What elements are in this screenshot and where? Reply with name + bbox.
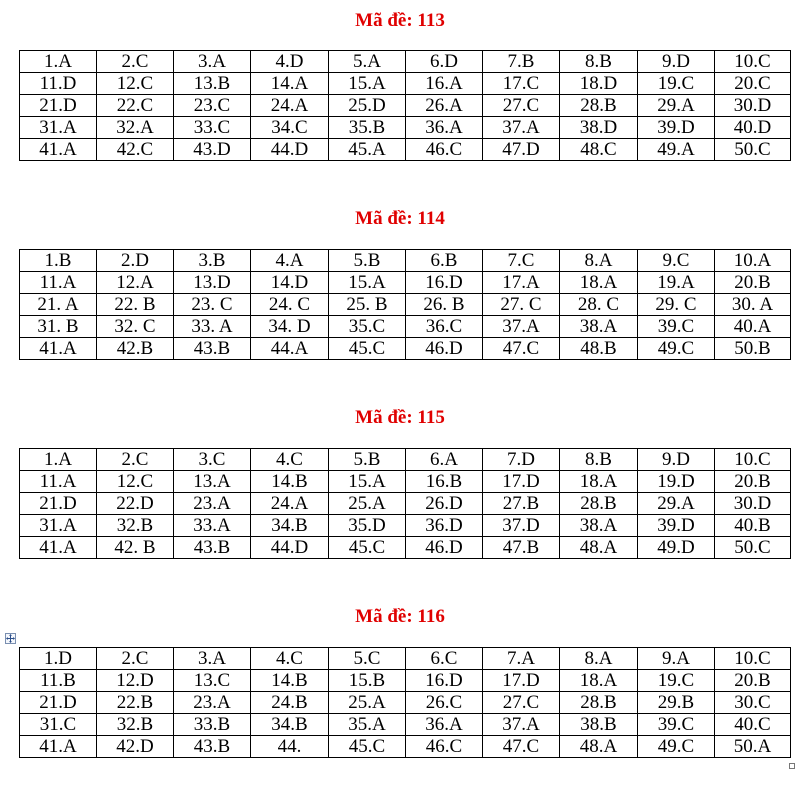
answer-cell: 20.B <box>715 471 791 493</box>
answer-cell: 3.B <box>174 250 251 272</box>
answer-cell: 43.B <box>174 537 251 559</box>
table-row <box>20 250 791 272</box>
answer-cell: 38.A <box>560 316 638 338</box>
table-row <box>20 316 791 338</box>
answer-cell: 35.D <box>329 515 406 537</box>
answer-cell: 14.B <box>251 670 329 692</box>
answer-cell: 2.C <box>97 51 174 73</box>
answer-cell: 18.A <box>560 471 638 493</box>
answer-cell: 20.B <box>715 272 791 294</box>
answer-cell: 40.C <box>715 714 791 736</box>
answer-cell: 22.B <box>97 692 174 714</box>
move-arrows-icon[interactable] <box>5 633 16 644</box>
answer-cell: 2.C <box>97 648 174 670</box>
answer-cell: 13.A <box>174 471 251 493</box>
answer-cell: 29.B <box>638 692 715 714</box>
answer-cell: 11.A <box>20 272 97 294</box>
answer-cell: 18.A <box>560 272 638 294</box>
answer-cell: 33.A <box>174 515 251 537</box>
answer-cell: 47.C <box>483 338 560 360</box>
answer-cell: 41.A <box>20 736 97 758</box>
answer-cell: 44.D <box>251 537 329 559</box>
table-row <box>20 670 791 692</box>
answer-cell: 28.B <box>560 692 638 714</box>
answer-cell: 26.A <box>406 95 483 117</box>
answer-cell: 16.B <box>406 471 483 493</box>
answer-cell: 47.C <box>483 736 560 758</box>
answer-cell: 8.A <box>560 250 638 272</box>
answer-cell: 8.B <box>560 51 638 73</box>
answer-cell: 46.C <box>406 139 483 161</box>
answer-cell: 15.B <box>329 670 406 692</box>
answer-cell: 13.C <box>174 670 251 692</box>
answer-cell: 45.C <box>329 537 406 559</box>
answer-cell: 1.D <box>20 648 97 670</box>
answer-cell: 3.C <box>174 449 251 471</box>
answer-cell: 42. B <box>97 537 174 559</box>
answer-cell: 21. A <box>20 294 97 316</box>
answer-cell: 42.C <box>97 139 174 161</box>
answer-cell: 50.C <box>715 537 791 559</box>
answer-cell: 27.B <box>483 493 560 515</box>
answer-cell: 8.A <box>560 648 638 670</box>
answer-cell: 32.B <box>97 714 174 736</box>
answer-cell: 19.C <box>638 670 715 692</box>
answer-cell: 2.D <box>97 250 174 272</box>
section-title-114: Mã đề: 114 <box>355 208 445 229</box>
answer-cell: 34.C <box>251 117 329 139</box>
answer-cell: 23.A <box>174 493 251 515</box>
answer-cell: 31. B <box>20 316 97 338</box>
answer-cell: 6.A <box>406 449 483 471</box>
answer-cell: 6.D <box>406 51 483 73</box>
answer-cell: 29.A <box>638 493 715 515</box>
answer-cell: 17.D <box>483 670 560 692</box>
resize-square-icon[interactable] <box>789 763 795 769</box>
table-row <box>20 338 791 360</box>
table-row <box>20 51 791 73</box>
answer-cell: 47.B <box>483 537 560 559</box>
answer-cell: 32.B <box>97 515 174 537</box>
answer-cell: 4.D <box>251 51 329 73</box>
answer-cell: 11.A <box>20 471 97 493</box>
answer-cell: 35.C <box>329 316 406 338</box>
answer-cell: 19.A <box>638 272 715 294</box>
answer-cell: 49.A <box>638 139 715 161</box>
answer-cell: 48.A <box>560 736 638 758</box>
answer-cell: 36.A <box>406 714 483 736</box>
answer-cell: 32.A <box>97 117 174 139</box>
answer-cell: 45.A <box>329 139 406 161</box>
answer-cell: 24.B <box>251 692 329 714</box>
answer-cell: 44. <box>251 736 329 758</box>
answer-cell: 23.C <box>174 95 251 117</box>
answer-table-115 <box>19 448 791 559</box>
answer-cell: 11.D <box>20 73 97 95</box>
answer-cell: 6.C <box>406 648 483 670</box>
table-row <box>20 493 791 515</box>
answer-cell: 40.B <box>715 515 791 537</box>
answer-cell: 5.B <box>329 449 406 471</box>
answer-cell: 12.C <box>97 73 174 95</box>
answer-cell: 1.B <box>20 250 97 272</box>
answer-cell: 37.A <box>483 316 560 338</box>
answer-cell: 46.D <box>406 338 483 360</box>
answer-cell: 9.A <box>638 648 715 670</box>
table-row <box>20 515 791 537</box>
answer-cell: 11.B <box>20 670 97 692</box>
answer-cell: 33. A <box>174 316 251 338</box>
answer-cell: 50.B <box>715 338 791 360</box>
answer-cell: 25.A <box>329 692 406 714</box>
answer-cell: 6.B <box>406 250 483 272</box>
answer-cell: 10.C <box>715 449 791 471</box>
answer-cell: 46.C <box>406 736 483 758</box>
answer-cell: 37.A <box>483 714 560 736</box>
answer-cell: 31.A <box>20 117 97 139</box>
answer-cell: 38.B <box>560 714 638 736</box>
answer-cell: 28.B <box>560 493 638 515</box>
answer-cell: 3.A <box>174 648 251 670</box>
answer-cell: 27.C <box>483 95 560 117</box>
answer-cell: 29. C <box>638 294 715 316</box>
answer-cell: 16.D <box>406 272 483 294</box>
answer-cell: 49.C <box>638 338 715 360</box>
answer-cell: 38.D <box>560 117 638 139</box>
answer-cell: 34.B <box>251 714 329 736</box>
answer-cell: 31.C <box>20 714 97 736</box>
answer-cell: 37.A <box>483 117 560 139</box>
answer-cell: 20.C <box>715 73 791 95</box>
answer-cell: 16.A <box>406 73 483 95</box>
table-row <box>20 139 791 161</box>
answer-cell: 39.D <box>638 117 715 139</box>
answer-cell: 22.C <box>97 95 174 117</box>
table-row <box>20 294 791 316</box>
answer-cell: 23. C <box>174 294 251 316</box>
table-row <box>20 714 791 736</box>
answer-cell: 39.D <box>638 515 715 537</box>
answer-table-114 <box>19 249 791 360</box>
answer-cell: 38.A <box>560 515 638 537</box>
answer-cell: 39.C <box>638 316 715 338</box>
answer-cell: 29.A <box>638 95 715 117</box>
answer-cell: 33.C <box>174 117 251 139</box>
answer-cell: 43.B <box>174 736 251 758</box>
answer-cell: 45.C <box>329 338 406 360</box>
answer-cell: 7.D <box>483 449 560 471</box>
answer-cell: 17.D <box>483 471 560 493</box>
answer-cell: 22. B <box>97 294 174 316</box>
answer-cell: 49.D <box>638 537 715 559</box>
answer-cell: 12.A <box>97 272 174 294</box>
table-row <box>20 449 791 471</box>
answer-cell: 7.A <box>483 648 560 670</box>
answer-cell: 19.D <box>638 471 715 493</box>
answer-cell: 19.C <box>638 73 715 95</box>
answer-cell: 13.B <box>174 73 251 95</box>
answer-cell: 27. C <box>483 294 560 316</box>
answer-cell: 14.A <box>251 73 329 95</box>
answer-cell: 13.D <box>174 272 251 294</box>
answer-cell: 40.A <box>715 316 791 338</box>
answer-cell: 34.B <box>251 515 329 537</box>
answer-cell: 30.C <box>715 692 791 714</box>
answer-cell: 25.D <box>329 95 406 117</box>
answer-cell: 21.D <box>20 95 97 117</box>
answer-cell: 9.D <box>638 51 715 73</box>
answer-cell: 36.A <box>406 117 483 139</box>
answer-cell: 37.D <box>483 515 560 537</box>
answer-cell: 24. C <box>251 294 329 316</box>
answer-cell: 40.D <box>715 117 791 139</box>
table-row <box>20 692 791 714</box>
answer-cell: 15.A <box>329 272 406 294</box>
answer-cell: 4.C <box>251 648 329 670</box>
answer-cell: 26.D <box>406 493 483 515</box>
answer-cell: 7.C <box>483 250 560 272</box>
answer-cell: 44.D <box>251 139 329 161</box>
answer-cell: 23.A <box>174 692 251 714</box>
answer-cell: 31.A <box>20 515 97 537</box>
answer-cell: 48.B <box>560 338 638 360</box>
answer-cell: 20.B <box>715 670 791 692</box>
answer-cell: 1.A <box>20 51 97 73</box>
answer-cell: 17.C <box>483 73 560 95</box>
answer-cell: 12.D <box>97 670 174 692</box>
answer-cell: 17.A <box>483 272 560 294</box>
answer-table-113 <box>19 50 791 161</box>
answer-cell: 22.D <box>97 493 174 515</box>
answer-cell: 10.A <box>715 250 791 272</box>
answer-cell: 45.C <box>329 736 406 758</box>
answer-cell: 4.C <box>251 449 329 471</box>
answer-table-116 <box>19 647 791 758</box>
table-row <box>20 272 791 294</box>
answer-cell: 10.C <box>715 648 791 670</box>
answer-cell: 30.D <box>715 95 791 117</box>
answer-cell: 39.C <box>638 714 715 736</box>
answer-cell: 36.D <box>406 515 483 537</box>
section-title-116: Mã đề: 116 <box>355 606 445 627</box>
answer-cell: 42.B <box>97 338 174 360</box>
answer-cell: 9.C <box>638 250 715 272</box>
answer-cell: 27.C <box>483 692 560 714</box>
answer-cell: 15.A <box>329 73 406 95</box>
answer-cell: 34. D <box>251 316 329 338</box>
answer-cell: 28.B <box>560 95 638 117</box>
answer-cell: 46.D <box>406 537 483 559</box>
answer-cell: 43.B <box>174 338 251 360</box>
answer-cell: 14.D <box>251 272 329 294</box>
answer-cell: 5.A <box>329 51 406 73</box>
answer-cell: 30.D <box>715 493 791 515</box>
answer-cell: 25. B <box>329 294 406 316</box>
answer-cell: 44.A <box>251 338 329 360</box>
answer-cell: 12.C <box>97 471 174 493</box>
answer-cell: 24.A <box>251 493 329 515</box>
answer-cell: 49.C <box>638 736 715 758</box>
answer-cell: 9.D <box>638 449 715 471</box>
answer-cell: 41.A <box>20 338 97 360</box>
answer-cell: 35.A <box>329 714 406 736</box>
table-row <box>20 471 791 493</box>
answer-cell: 48.A <box>560 537 638 559</box>
answer-cell: 4.A <box>251 250 329 272</box>
answer-cell: 21.D <box>20 692 97 714</box>
answer-cell: 36.C <box>406 316 483 338</box>
answer-cell: 7.B <box>483 51 560 73</box>
answer-cell: 50.A <box>715 736 791 758</box>
answer-cell: 26. B <box>406 294 483 316</box>
answer-cell: 10.C <box>715 51 791 73</box>
answer-cell: 30. A <box>715 294 791 316</box>
answer-cell: 35.B <box>329 117 406 139</box>
answer-cell: 14.B <box>251 471 329 493</box>
table-row <box>20 736 791 758</box>
answer-cell: 3.A <box>174 51 251 73</box>
table-row <box>20 648 791 670</box>
answer-cell: 33.B <box>174 714 251 736</box>
section-title-113: Mã đề: 113 <box>355 10 445 31</box>
answer-cell: 15.A <box>329 471 406 493</box>
answer-cell: 41.A <box>20 537 97 559</box>
answer-cell: 24.A <box>251 95 329 117</box>
answer-cell: 47.D <box>483 139 560 161</box>
answer-cell: 32. C <box>97 316 174 338</box>
table-row <box>20 73 791 95</box>
answer-cell: 16.D <box>406 670 483 692</box>
answer-cell: 43.D <box>174 139 251 161</box>
answer-cell: 8.B <box>560 449 638 471</box>
table-row <box>20 537 791 559</box>
answer-cell: 5.C <box>329 648 406 670</box>
answer-cell: 50.C <box>715 139 791 161</box>
answer-cell: 18.A <box>560 670 638 692</box>
answer-cell: 5.B <box>329 250 406 272</box>
table-row <box>20 95 791 117</box>
answer-cell: 48.C <box>560 139 638 161</box>
section-title-115: Mã đề: 115 <box>355 407 445 428</box>
answer-cell: 26.C <box>406 692 483 714</box>
answer-cell: 1.A <box>20 449 97 471</box>
answer-cell: 18.D <box>560 73 638 95</box>
answer-cell: 21.D <box>20 493 97 515</box>
answer-cell: 41.A <box>20 139 97 161</box>
answer-cell: 25.A <box>329 493 406 515</box>
table-row <box>20 117 791 139</box>
answer-cell: 28. C <box>560 294 638 316</box>
answer-cell: 42.D <box>97 736 174 758</box>
answer-cell: 2.C <box>97 449 174 471</box>
